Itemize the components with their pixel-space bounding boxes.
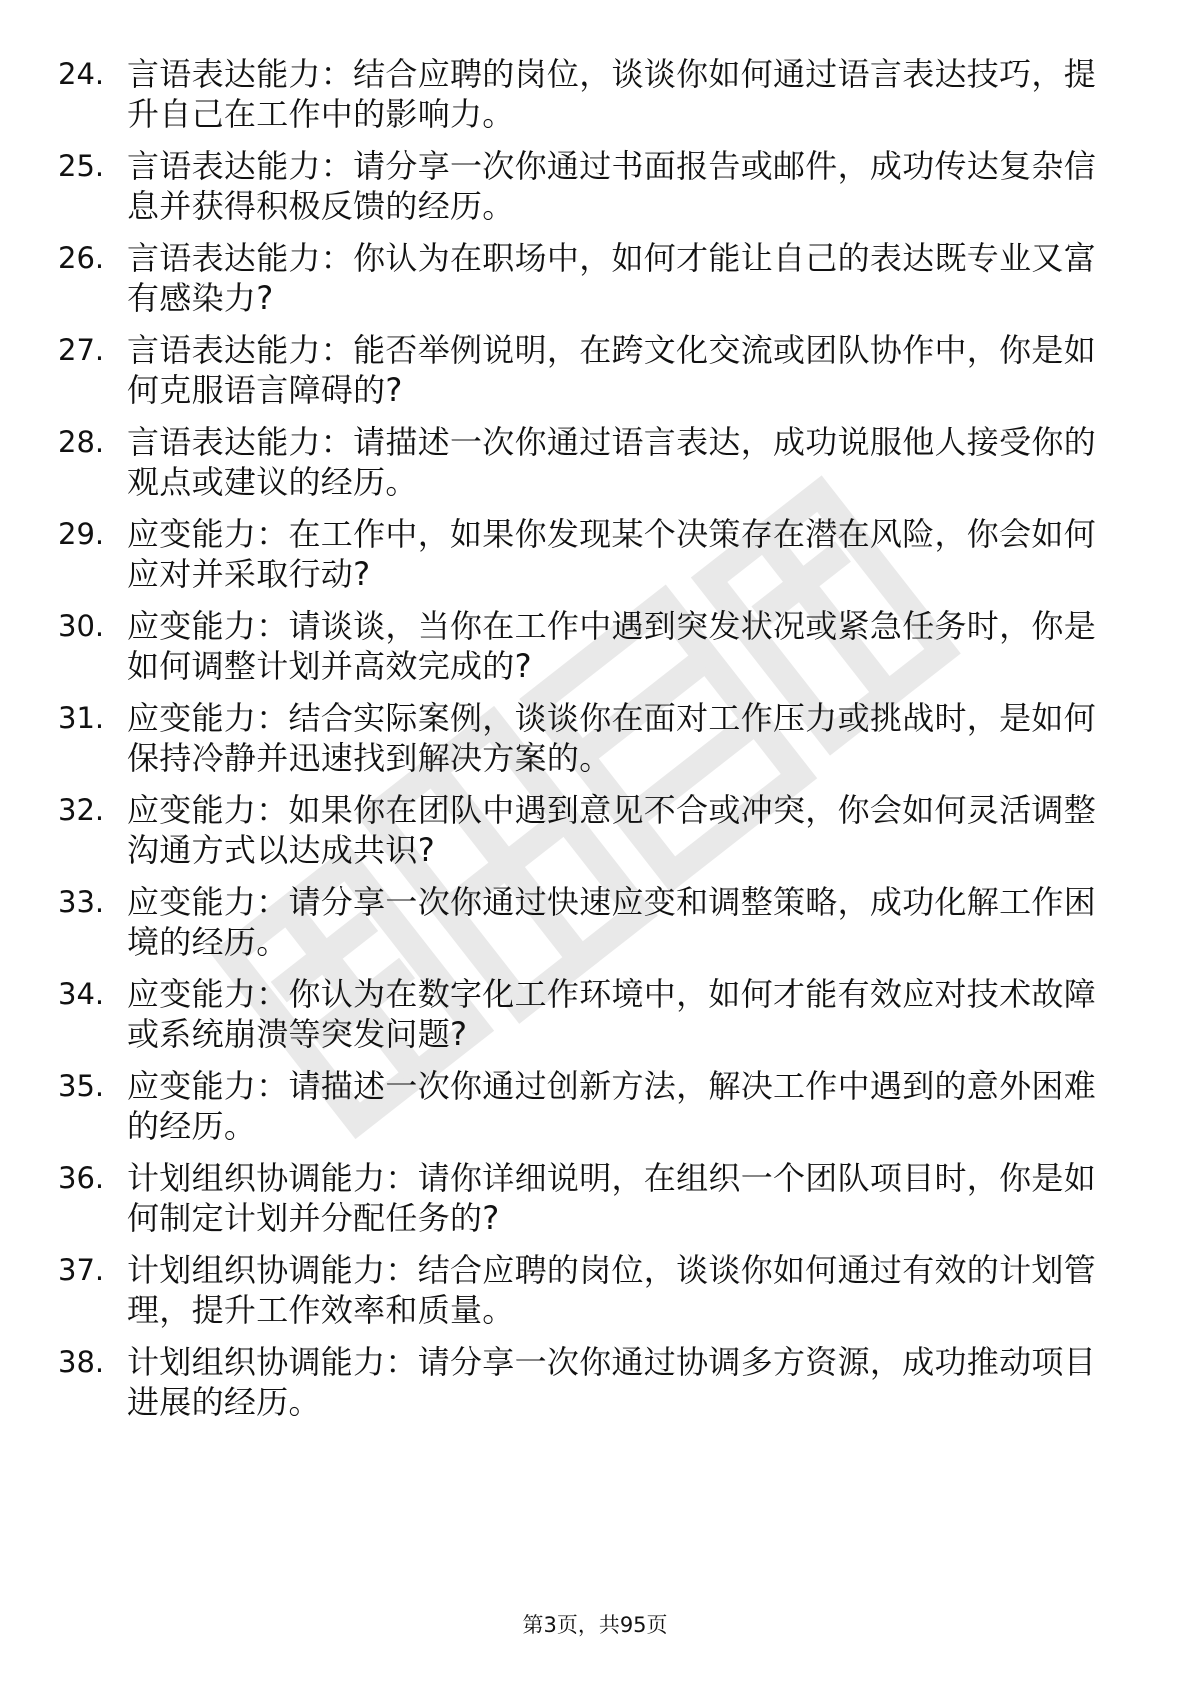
question-item xyxy=(0,330,1190,420)
question-text: 言语表达能力：你认为在职场中，如何才能让自己的表达既专业又富有感染力? xyxy=(127,239,1097,317)
question-item xyxy=(0,146,1190,236)
question-item xyxy=(0,54,1190,144)
question-text: 应变能力：在工作中，如果你发现某个决策存在潜在风险，你会如何应对并采取行动? xyxy=(127,515,1097,593)
question-text: 言语表达能力：能否举例说明，在跨文化交流或团队协作中，你是如何克服语言障碍的? xyxy=(127,331,1097,409)
question-number: 35. xyxy=(58,1069,105,1103)
question-number: 25. xyxy=(58,149,105,183)
question-number: 38. xyxy=(58,1345,105,1379)
question-number: 27. xyxy=(58,333,105,367)
question-number: 24. xyxy=(58,57,105,91)
question-number: 29. xyxy=(58,517,105,551)
question-number: 33. xyxy=(58,885,105,919)
question-item xyxy=(0,1250,1190,1340)
question-item xyxy=(0,1342,1190,1432)
question-item xyxy=(0,1066,1190,1156)
question-text: 应变能力：如果你在团队中遇到意见不合或冲突，你会如何灵活调整沟通方式以达成共识? xyxy=(127,791,1097,869)
question-text: 言语表达能力：结合应聘的岗位，谈谈你如何通过语言表达技巧，提升自己在工作中的影响力。 xyxy=(127,55,1097,133)
question-text: 应变能力：结合实际案例，谈谈你在面对工作压力或挑战时，是如何保持冷静并迅速找到解决方案的。 xyxy=(127,699,1097,777)
question-text: 计划组织协调能力：结合应聘的岗位，谈谈你如何通过有效的计划管理，提升工作效率和质量。 xyxy=(127,1251,1097,1329)
question-text: 应变能力：你认为在数字化工作环境中，如何才能有效应对技术故障或系统崩溃等突发问题? xyxy=(127,975,1097,1053)
question-number: 36. xyxy=(58,1161,105,1195)
question-number: 32. xyxy=(58,793,105,827)
question-item xyxy=(0,1158,1190,1248)
question-text: 计划组织协调能力：请你详细说明，在组织一个团队项目时，你是如何制定计划并分配任务的? xyxy=(127,1159,1097,1237)
question-number: 26. xyxy=(58,241,105,275)
question-number: 30. xyxy=(58,609,105,643)
question-item xyxy=(0,882,1190,972)
question-number: 28. xyxy=(58,425,105,459)
question-text: 计划组织协调能力：请分享一次你通过协调多方资源，成功推动项目进展的经历。 xyxy=(127,1343,1097,1421)
question-item xyxy=(0,238,1190,328)
question-text: 应变能力：请描述一次你通过创新方法，解决工作中遇到的意外困难的经历。 xyxy=(127,1067,1097,1145)
question-item xyxy=(0,422,1190,512)
question-text: 言语表达能力：请分享一次你通过书面报告或邮件，成功传达复杂信息并获得积极反馈的经历。 xyxy=(127,147,1097,225)
question-item xyxy=(0,514,1190,604)
question-item xyxy=(0,790,1190,880)
question-number: 37. xyxy=(58,1253,105,1287)
question-text: 应变能力：请谈谈，当你在工作中遇到突发状况或紧急任务时，你是如何调整计划并高效完成的? xyxy=(127,607,1097,685)
question-number: 34. xyxy=(58,977,105,1011)
question-number: 31. xyxy=(58,701,105,735)
question-item xyxy=(0,974,1190,1064)
question-item xyxy=(0,698,1190,788)
page-footer: 第3页，共95页 xyxy=(522,1613,668,1637)
question-text: 言语表达能力：请描述一次你通过语言表达，成功说服他人接受你的观点或建议的经历。 xyxy=(127,423,1097,501)
question-text: 应变能力：请分享一次你通过快速应变和调整策略，成功化解工作困境的经历。 xyxy=(127,883,1097,961)
question-item xyxy=(0,606,1190,696)
